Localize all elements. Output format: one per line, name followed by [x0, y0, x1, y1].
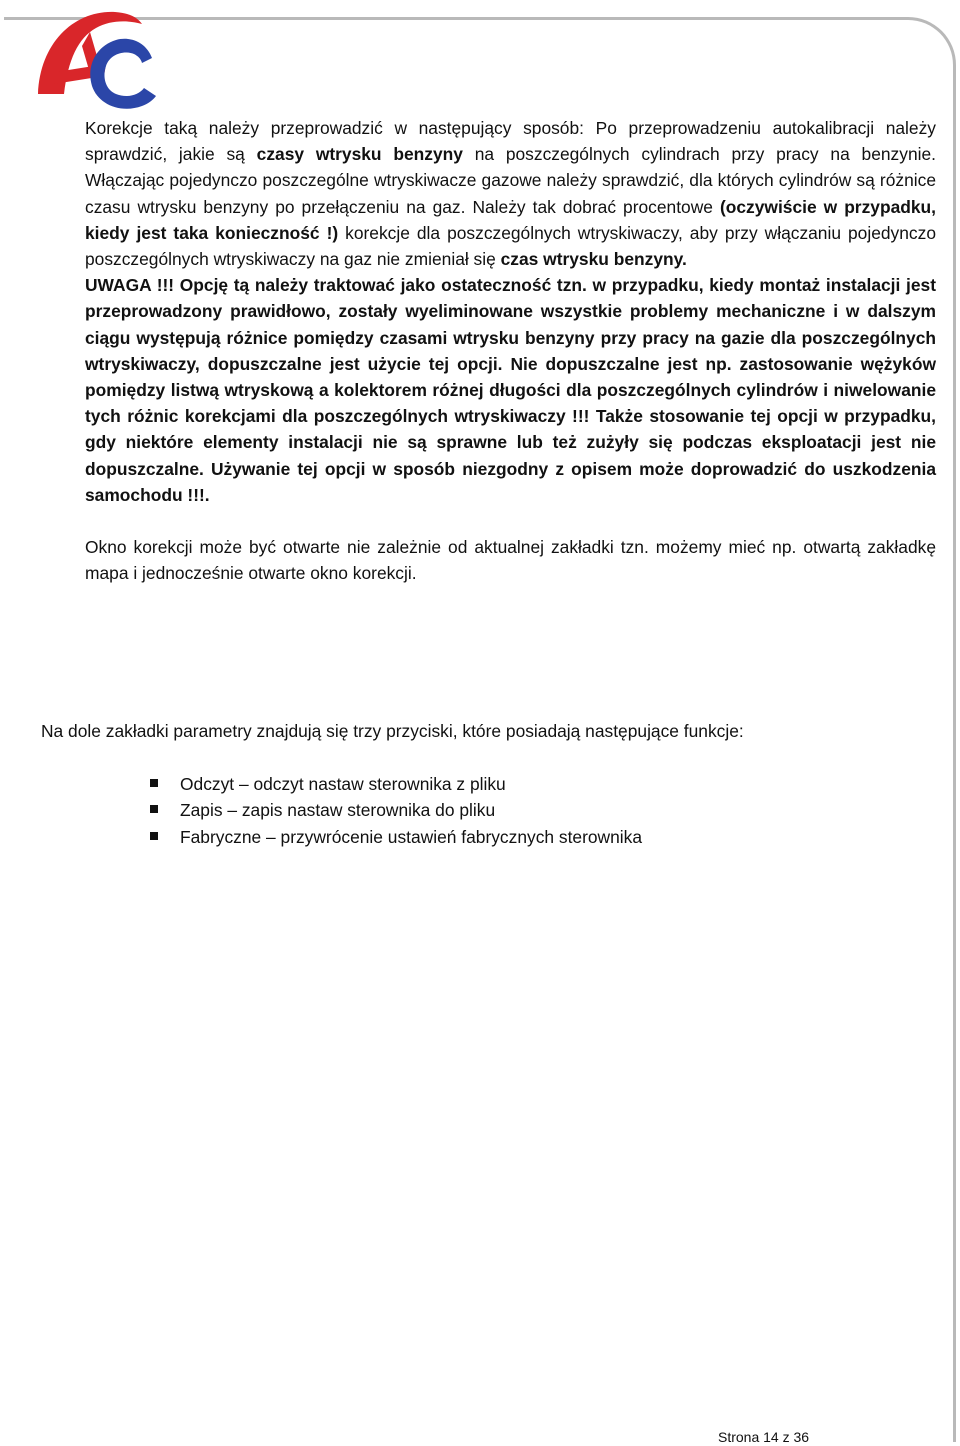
list-item-text: Odczyt – odczyt nastaw sterownika z pliku — [180, 774, 506, 794]
page-number: Strona 14 z 36 — [718, 1429, 810, 1445]
paragraph-correction-window: Okno korekcji może być otwarte nie zależnie od aktualnej zakładki tzn. możemy mieć np. otwartą zakładkę mapa i jednocześnie otwarte okno korekcji. — [85, 537, 936, 584]
text-run: na poszczególnych cylindrach przy pracy na benzynie. Włączając pojedynczo poszczególne wtryskiwacze gazowe należy sprawdzić, dla których cylindrów są różnice czasu wtrysku benzyny po przełączeniu na gaz. Należy tak dobrać procentowe — [85, 144, 936, 217]
list-item-text: Zapis – zapis nastaw sterownika do pliku — [180, 800, 496, 821]
bold-text-run: (oczywiście w przypadku, kiedy jest taka konieczność !) — [85, 196, 936, 243]
list-item — [148, 797, 642, 823]
square-bullet-icon — [150, 779, 158, 787]
square-bullet-icon — [150, 832, 158, 840]
buttons-intro: Na dole zakładki parametry znajdują się trzy przyciski, które posiadają następujące funkcje: — [41, 721, 744, 741]
main-text — [85, 115, 936, 586]
ac-logo — [20, 2, 160, 120]
text-run: korekcje dla poszczególnych wtryskiwaczy, aby przy włączaniu pojedynczo poszczególnych wtryskiwaczy na gaz nie zmieniał się — [85, 222, 936, 270]
list-item-text: Fabryczne – przywrócenie ustawień fabrycznych sterownika — [180, 826, 643, 847]
bullet-list — [148, 771, 642, 850]
list-item — [148, 771, 642, 797]
frame-mask — [0, 86, 4, 1442]
warning-text: UWAGA !!! Opcję tą należy traktować jako ostateczność tzn. w przypadku, kiedy montaż instalacji jest przeprowadzony prawidłowo, zostały wyeliminowane wszystkie problemy mechaniczne i w dalszym ciągu występują różnice pomiędzy czasami wtrysku benzyny przy pracy na gazie dla poszczególnych wtryskiwaczy, dopuszczalne jest użycie tej opcji. Nie dopuszczalne jest np. zastosowanie wężyków pomiędzy listwą wtryskową a kolektorem różnej długości dla poszczególnych cylindrów i niwelowanie tych różnic korekcjami dla poszczególnych wtryskiwaczy !!! Także stosowanie tej opcji w przypadku, gdy niektóre elementy instalacji nie są sprawne lub też zużyły się podczas eksploatacji jest nie dopuszczalne. Używanie tej opcji w sposób niezgodny z opisem może doprowadzić do uszkodzenia samochodu !!!. — [85, 275, 936, 505]
logo-blue-c — [90, 39, 156, 109]
square-bullet-icon — [150, 805, 158, 813]
list-item — [148, 824, 642, 850]
bold-text-run: czasy wtrysku benzyny — [256, 144, 463, 165]
text-run: Korekcje taką należy przeprowadzić w następujący sposób: Po przeprowadzeniu autokalibracji należy sprawdzić, jakie są — [85, 118, 936, 165]
bold-text-run: czas wtrysku benzyny. — [500, 249, 687, 270]
paragraph-correction-procedure — [85, 115, 936, 272]
warning-paragraph — [85, 272, 936, 508]
